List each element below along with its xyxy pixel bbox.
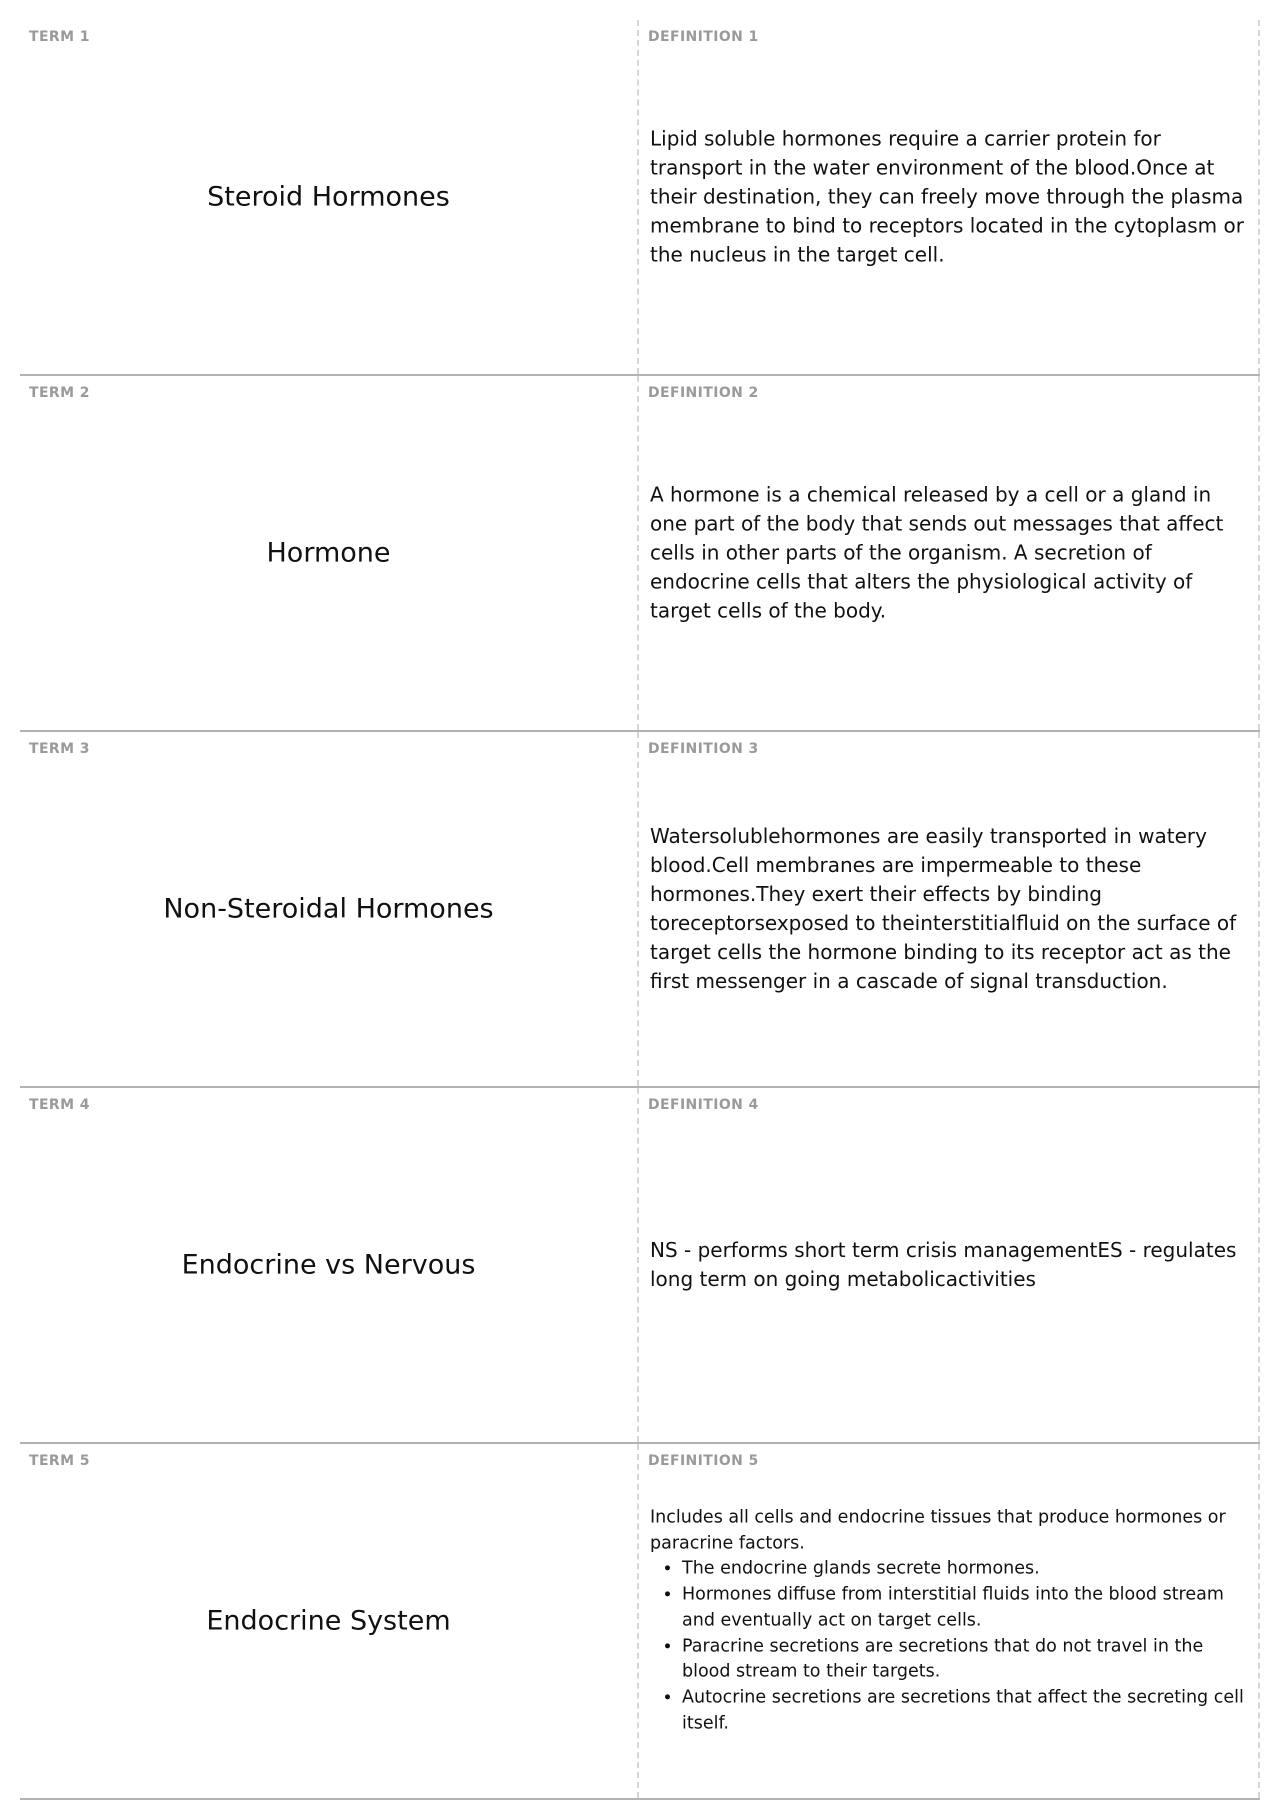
definition-cell [639,376,1260,730]
term-label: TERM 2 [29,385,90,401]
list-item: • Paracrine secretions are secretions that do not travel in the blood stream to their targets. [682,1634,1246,1685]
flashcard-sheet [20,20,1260,1800]
flashcard-5 [20,1444,1260,1800]
definition-label: DEFINITION 5 [648,1453,759,1469]
list-item: • The endocrine glands secrete hormones. [682,1557,1246,1583]
definition-cell [639,1444,1260,1798]
term-cell [20,20,639,374]
definition-text: Lipid soluble hormones require a carrier protein for transport in the water environment of the blood.Once at their destination, they can freely move through the plasma membrane to bind to receptors located in the cytoplasm or the nucleus in the target cell. [650,126,1244,267]
flashcard-2 [20,376,1260,732]
definition-label: DEFINITION 2 [648,385,759,401]
definition-text: Watersolublehormones are easily transported in watery blood.Cell membranes are impermeable to these hormones.They exert their effects by binding toreceptorsexposed to theinterstitialfluid on the surface of target cells the hormone binding to its receptor act as the first messenger in a cascade of signal transduction. [650,824,1237,993]
definition-cell [639,732,1260,1086]
term-cell [20,1088,639,1442]
term-cell [20,732,639,1086]
term-label: TERM 5 [29,1453,90,1469]
term-cell [20,1444,639,1798]
term-text: Endocrine vs Nervous [181,1249,476,1281]
definition-label: DEFINITION 4 [648,1097,759,1113]
definition-text: NS - performs short term crisis managementES - regulates long term on going metabolicactivities [650,1238,1237,1291]
term-text: Endocrine System [206,1605,451,1637]
definition-label: DEFINITION 3 [648,741,759,757]
definition-label: DEFINITION 1 [648,29,759,45]
definition-bullet-list [650,1557,1246,1737]
term-text: Non-Steroidal Hormones [163,893,494,925]
list-item: • Hormones diffuse from interstitial fluids into the blood stream and eventually act on target cells. [682,1582,1246,1633]
flashcard-4 [20,1088,1260,1444]
term-cell [20,376,639,730]
definition-text: A hormone is a chemical released by a cell or a gland in one part of the body that sends out messages that affect cells in other parts of the organism. A secretion of endocrine cells that alters the physiological activity of target cells of the body. [650,482,1224,623]
term-text: Steroid Hormones [207,181,450,213]
term-label: TERM 4 [29,1097,90,1113]
list-item: • Autocrine secretions are secretions that affect the secreting cell itself. [682,1685,1246,1736]
definition-text: Includes all cells and endocrine tissues that produce hormones or paracrine factors. [650,1507,1226,1554]
definition-cell [639,20,1260,374]
term-label: TERM 1 [29,29,90,45]
flashcard-3 [20,732,1260,1088]
flashcard-1 [20,20,1260,376]
term-text: Hormone [266,537,391,569]
term-label: TERM 3 [29,741,90,757]
definition-content [650,1505,1246,1736]
definition-cell [639,1088,1260,1442]
